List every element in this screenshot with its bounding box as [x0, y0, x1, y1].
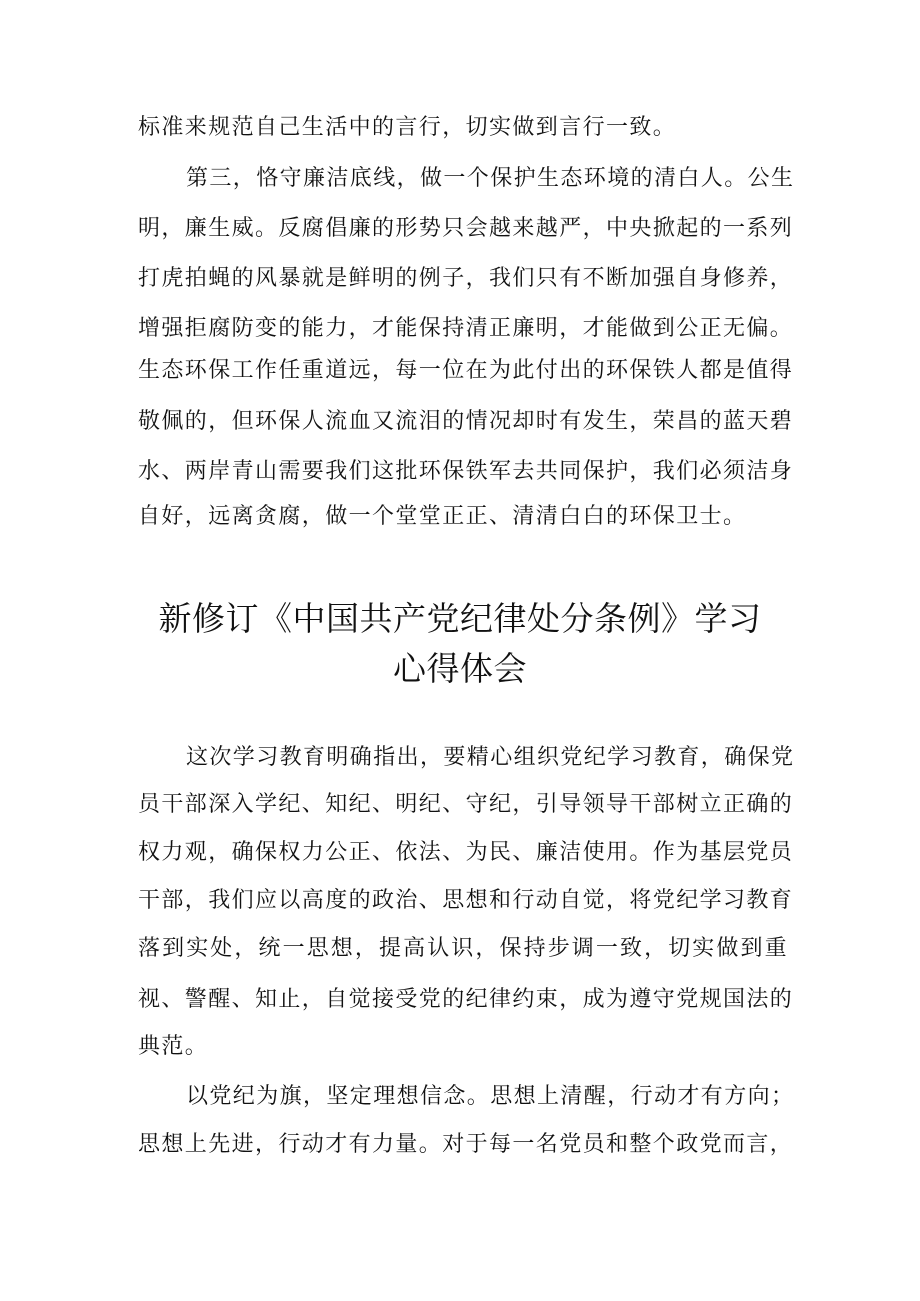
text-line: 这次学习教育明确指出，要精心组织党纪学习教育，确保党	[186, 745, 795, 770]
text-line: 落到实处，统一思想，提高认识，保持步调一致，切实做到重	[138, 936, 788, 961]
text-line: 敬佩的，但环保人流血又流泪的情况却时有发生，荣昌的蓝天碧	[138, 409, 794, 434]
title-line: 心得体会	[393, 649, 527, 688]
text-line: 权力观，确保权力公正、依法、为民、廉洁使用。作为基层党员	[138, 840, 794, 865]
text-line: 水、两岸青山需要我们这批环保铁军去共同保护，我们必须洁身	[138, 459, 794, 484]
text-line: 自好，远离贪腐，做一个堂堂正正、清清白白的环保卫士。	[138, 504, 747, 529]
text-line: 标准来规范自己生活中的言行，切实做到言行一致。	[138, 115, 677, 140]
text-line: 以党纪为旗，坚定理想信念。思想上清醒，行动才有方向；	[186, 1084, 795, 1109]
text-line: 干部，我们应以高度的政治、思想和行动自觉，将党纪学习教育	[138, 888, 794, 913]
title-line: 新修订《中国共产党纪律处分条例》学习	[158, 599, 762, 638]
text-line: 第三，恪守廉洁底线，做一个保护生态环境的清白人。公生	[186, 166, 795, 191]
text-line: 打虎拍蝇的风暴就是鲜明的例子，我们只有不断加强自身修养，	[138, 266, 794, 291]
text-line: 思想上先进，行动才有力量。对于每一名党员和整个政党而言，	[138, 1132, 794, 1157]
text-line: 增强拒腐防变的能力，才能保持清正廉明，才能做到公正无偏。	[138, 316, 794, 341]
text-line: 明，廉生威。反腐倡廉的形势只会越来越严，中央掀起的一系列	[138, 216, 794, 241]
text-line: 生态环保工作任重道远，每一位在为此付出的环保铁人都是值得	[138, 358, 794, 383]
text-line: 员干部深入学纪、知纪、明纪、守纪，引导领导干部树立正确的	[138, 792, 794, 817]
text-line: 视、警醒、知止，自觉接受党的纪律约束，成为遵守党规国法的	[138, 987, 794, 1012]
text-line: 典范。	[138, 1034, 209, 1059]
